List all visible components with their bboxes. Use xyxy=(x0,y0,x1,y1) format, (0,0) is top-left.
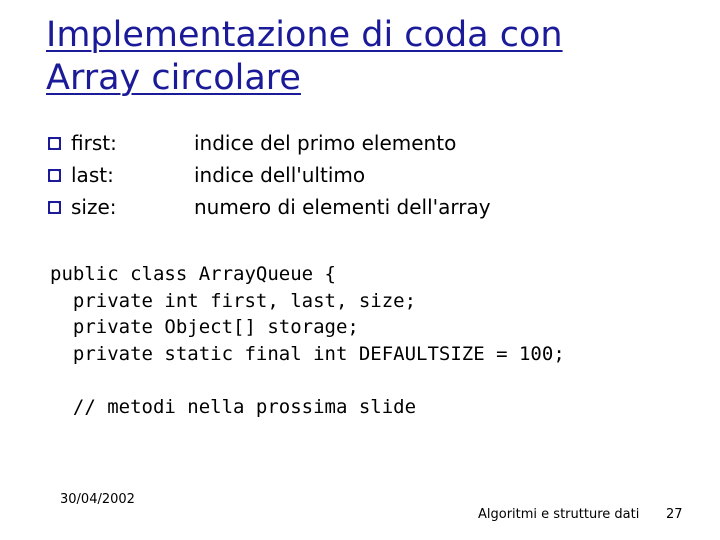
hollow-square-bullet-icon xyxy=(48,169,61,182)
hollow-square-bullet-icon xyxy=(48,137,61,150)
definition-description: numero di elementi dell'array xyxy=(194,195,491,219)
slide-title xyxy=(46,14,686,100)
footer-page-number: 27 xyxy=(666,507,683,522)
code-line: // metodi nella prossima slide xyxy=(50,395,417,418)
code-line: private int first, last, size; xyxy=(50,289,417,312)
hollow-square-bullet-icon xyxy=(48,201,61,214)
code-line: private static final int DEFAULTSIZE = 100; xyxy=(50,342,565,365)
definition-term: size: xyxy=(71,195,117,219)
definition-description: indice dell'ultimo xyxy=(194,163,366,187)
code-line: public class ArrayQueue { xyxy=(50,263,336,285)
definition-item-last xyxy=(48,159,668,191)
code-block xyxy=(50,261,565,420)
footer-date: 30/04/2002 xyxy=(60,492,135,507)
definition-description: indice del primo elemento xyxy=(194,131,457,155)
footer-course-title: Algoritmi e strutture dati xyxy=(478,507,640,522)
definition-term: first: xyxy=(71,131,117,155)
slide-title-line-2: Array circolare xyxy=(46,58,301,98)
definition-item-first xyxy=(48,127,668,159)
code-line xyxy=(50,367,565,394)
definition-term: last: xyxy=(71,163,114,187)
definition-list xyxy=(48,127,668,223)
code-line: private Object[] storage; xyxy=(50,316,359,338)
definition-item-size xyxy=(48,191,668,223)
slide-title-line-1: Implementazione di coda con xyxy=(46,15,563,55)
